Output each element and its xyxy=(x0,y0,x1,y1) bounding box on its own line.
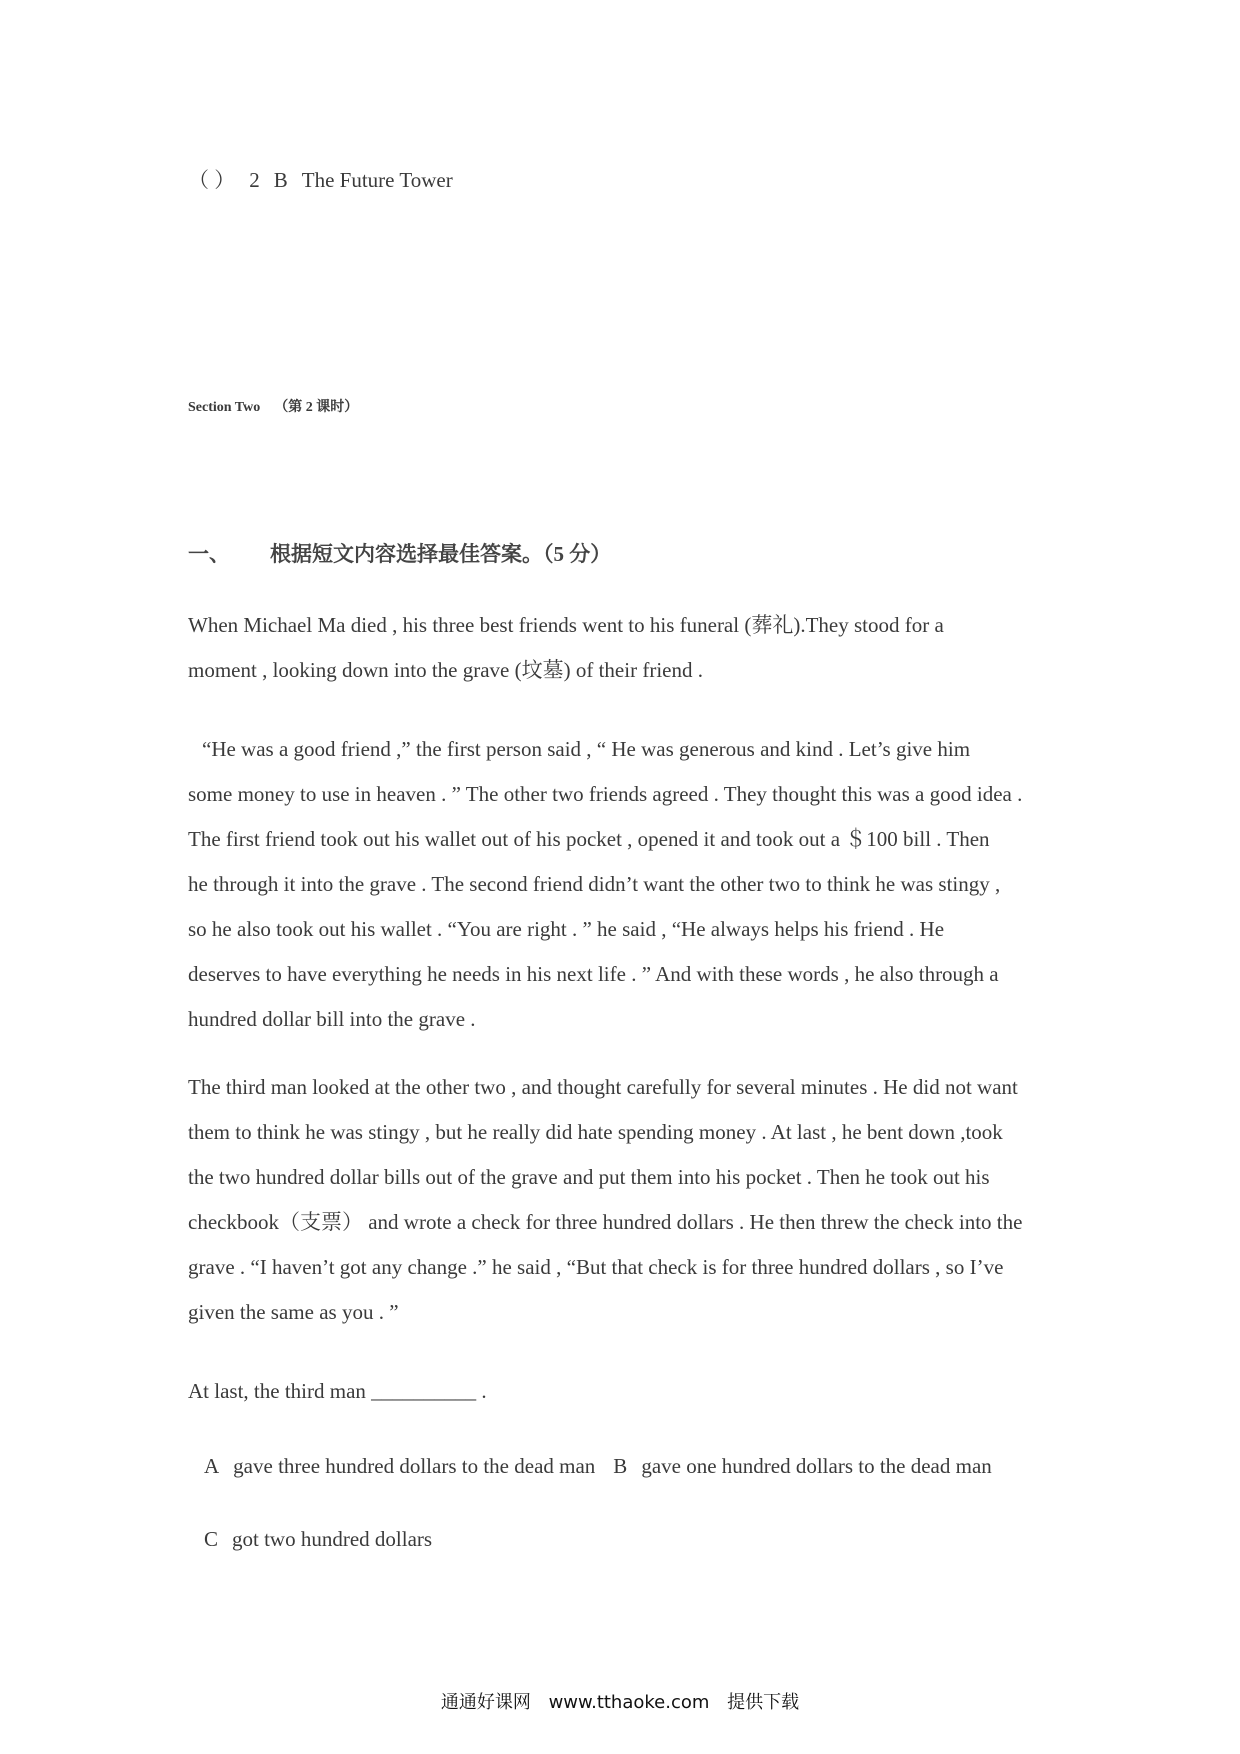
passage-paragraph-1 xyxy=(188,603,1068,693)
passage-line: given the same as you . ” xyxy=(188,1300,399,1324)
passage-line: moment , looking down into the grave (坟墓) of their friend . xyxy=(188,658,703,682)
footer-url: www.tthaoke.com xyxy=(548,1692,710,1713)
option-b-label: B xyxy=(613,1454,628,1478)
part-number: 一、 xyxy=(188,542,230,566)
question-stem: At last, the third man __________ . xyxy=(188,1379,487,1403)
page-footer xyxy=(0,1688,1240,1714)
question-text: The Future Tower xyxy=(301,168,453,192)
section-heading xyxy=(188,394,358,422)
answer-paren: （ ） xyxy=(188,168,236,192)
footer-site-name: 通通好课网 xyxy=(440,1692,531,1713)
passage-line: he through it into the grave . The second friend didn’t want the other two to think he was stingy , xyxy=(188,872,1001,896)
option-a-label: A xyxy=(204,1454,220,1478)
passage-paragraph-2 xyxy=(188,727,1068,1042)
passage-line: grave . “I haven’t got any change .” he said , “But that check is for three hundred dollars , so I’ve xyxy=(188,1255,1004,1279)
passage-line: hundred dollar bill into the grave . xyxy=(188,1007,476,1031)
passage-line: The first friend took out his wallet out of his pocket , opened it and took out a ＄100 bill . Then xyxy=(188,827,990,851)
part-instruction: 根据短文内容选择最佳答案。（5 分） xyxy=(270,542,612,566)
passage-line: them to think he was stingy , but he really did hate spending money . At last , he bent down ,took xyxy=(188,1120,1003,1144)
option-a-text: gave three hundred dollars to the dead man xyxy=(233,1454,596,1478)
passage-line: deserves to have everything he needs in his next life . ” And with these words , he also through a xyxy=(188,962,999,986)
passage-line: some money to use in heaven . ” The other two friends agreed . They thought this was a good idea . xyxy=(188,782,1023,806)
passage-line: so he also took out his wallet . “You are right . ” he said , “He always helps his friend . He xyxy=(188,917,945,941)
passage-line: The third man looked at the other two , and thought carefully for several minutes . He did not want xyxy=(188,1075,1018,1099)
option-c-text: got two hundred dollars xyxy=(232,1527,433,1551)
options-row-c xyxy=(204,1525,432,1553)
passage-paragraph-3 xyxy=(188,1065,1068,1335)
answer-letter: B xyxy=(273,168,288,192)
section-subtitle: （第 2 课时） xyxy=(274,400,359,415)
passage-line: checkbook（支票） and wrote a check for three hundred dollars . He then threw the check into the xyxy=(188,1210,1023,1234)
passage-line: When Michael Ma died , his three best friends went to his funeral (葬礼).They stood for a xyxy=(188,613,944,637)
passage-line: the two hundred dollar bills out of the grave and put them into his pocket . Then he took out his xyxy=(188,1165,990,1189)
question-number: 2 xyxy=(249,168,260,192)
part-heading xyxy=(188,540,611,568)
footer-action: 提供下载 xyxy=(727,1692,800,1713)
options-row-ab xyxy=(204,1452,992,1480)
option-b-text: gave one hundred dollars to the dead man xyxy=(641,1454,992,1478)
option-c-label: C xyxy=(204,1527,219,1551)
previous-question xyxy=(188,166,467,194)
section-title: Section Two xyxy=(188,400,261,415)
passage-line: “He was a good friend ,” the first person said , “ He was generous and kind . Let’s give him xyxy=(202,737,971,761)
